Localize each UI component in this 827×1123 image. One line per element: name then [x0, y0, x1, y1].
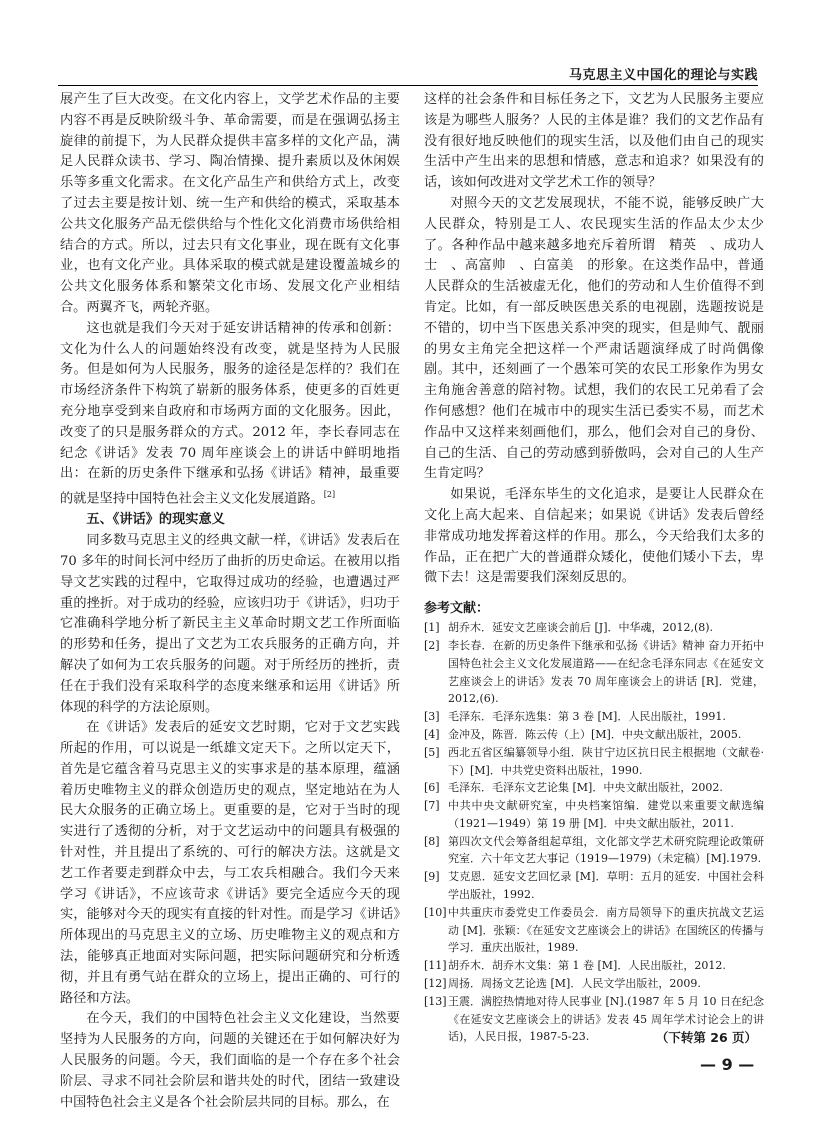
journal-section-title: 马克思主义中国化的理论与实践	[568, 68, 758, 83]
reference-text: 周扬．周扬文艺论选 [M]．人民文学出版社，2009.	[448, 977, 701, 991]
reference-list	[424, 619, 764, 1046]
paragraph: 在今天，我们的中国特色社会主义文化建设，当然要坚持为人民服务的方向，问题的关键还在于如何解决好为人民服务的问题。今天，我们面临的是一个存在多个社会阶层、寻求不同社会阶层和谐共处的时代，团结一致建设中国特色社会主义是各个社会阶层共同的目标。那么，在	[60, 1011, 400, 1110]
reference-item	[424, 868, 764, 904]
citation-marker: [2]	[323, 490, 336, 500]
reference-text: 王震．满腔热情地对待人民事业 [N].(1987 年 5 月 10 日在纪念《在延安文艺座谈会上的讲话》发表 45 周年学术讨论会上的讲话)，人民日报，1987-5-23.	[448, 994, 764, 1044]
paragraph: 同多数马克思主义的经典文献一样，《讲话》发表后在 70 多年的时间长河中经历了曲折的历史命运。在被用以指导文艺实践的过程中，它取得过成功的经验，也遭遇过严重的挫折。对于成功的经验，应该归功于《讲话》，归功于它准确科学地分析了新民主主义革命时期文艺工作所面临的形势和任务，提出了文艺为工农兵服务的正确方向，并解决了如何为工农兵服务的问题。对于所经历的挫折，责任在于我们没有采取科学的态度来继承和运用《讲话》所体现的科学的方法论原则。	[60, 533, 400, 715]
reference-text: 中共中央文献研究室，中央档案馆编．建党以来重要文献选编（1921—1949）第 19 册 [M]．中央文献出版社，2011.	[448, 799, 764, 830]
running-header	[58, 62, 758, 84]
reference-number: [8]	[424, 834, 440, 848]
reference-item	[424, 797, 764, 833]
reference-number: [7]	[424, 799, 440, 813]
reference-text: 金冲及，陈晋．陈云传（上）[M]．中央文献出版社，2005.	[448, 727, 742, 741]
reference-number: [13]	[424, 994, 447, 1008]
reference-item	[424, 637, 764, 708]
paragraph: 如果说，毛泽东毕生的文化追求，是要让人民群众在文化上高大起来、自信起来；如果说《讲话》发表后曾经非常成功地发挥着这样的作用。那么，今天给我们太多的作品，正在把广大的普通群众矮化，使他们矮小下去，卑微下去！这是需要我们深刻反思的。	[424, 487, 764, 586]
reference-item	[424, 708, 764, 726]
reference-number: [2]	[424, 638, 440, 652]
paragraph: 展产生了巨大改变。在文化内容上，文学艺术作品的主要内容不再是反映阶级斗争、革命需要，而是在强调弘扬主旋律的前提下，为人民群众提供丰富多样的文化产品，满足人民群众读书、学习、陶冶情操、提升素质以及休闲娱乐等多重文化需求。在文化产品生产和供给方式上，改变了过去主要是按计划、统一生产和供给的模式，采取基本公共文化服务产品无偿供给与个性化文化消费市场供给相结合的方式。所以，过去只有文化事业，现在既有文化事业，也有文化产业。具体采取的模式就是建设覆盖城乡的公共文化服务体系和繁荣文化市场、发展文化产业相结合。两翼齐飞，两轮齐驱。	[60, 92, 400, 315]
references-heading: 参考文献：	[424, 601, 490, 617]
reference-number: [9]	[424, 870, 440, 884]
reference-number: [1]	[424, 621, 440, 635]
reference-text: 胡乔木．延安文艺座谈会前后 [J]．中华魂，2012,(8).	[448, 621, 714, 635]
section-heading: 五、《讲话》的现实意义	[86, 512, 225, 528]
paragraph: 这样的社会条件和目标任务之下，文艺为人民服务主要应该是为哪些人服务？人民的主体是谁？我们的文艺作品有没有很好地反映他们的现实生活，以及他们由自己的现实生活中产生出来的思想和情感，意志和追求？如果没有的话，该如何改进对文学艺术工作的领导？	[424, 92, 764, 191]
reference-text: 李长春．在新的历史条件下继承和弘扬《讲话》精神 奋力开拓中国特色社会主义文化发展道路——在纪念毛泽东同志《在延安文艺座谈会上的讲话》发表 70 周年座谈会上的讲话 [R]．党建，2012,(6).	[448, 638, 764, 706]
right-column	[424, 90, 764, 1045]
reference-item	[424, 779, 764, 797]
reference-text: 胡乔木．胡乔木文集：第 1 卷 [M]．人民出版社，2012.	[448, 959, 726, 973]
reference-number: [10]	[424, 905, 447, 919]
paragraph	[60, 319, 400, 511]
reference-number: [6]	[424, 781, 440, 795]
paragraph: 对照今天的文艺发展现状，不能不说，能够反映广大人民群众，特别是工人、农民现实生活的作品太少太少了。各种作品中越来越多地充斥着所谓 精英 、成功人士 、高富帅 、白富美 的形象。在这类作品中，普通人民群众的生活被虚无化，他们的劳动和人生价值得不到肯定。比如，有一部反映医患关系的电视剧，选题按说是不错的，切中当下医患关系冲突的现实，但是帅气、靓丽的男女主角完全把这样一个严肃话题演绎成了时尚偶像剧。其中，还刻画了一个愚笨可笑的农民工形象作为男女主角施舍善意的陪衬物。试想，我们的农民工兄弟看了会作何感想？他们在城市中的现实生活已委实不易，而艺术作品中又这样来刻画他们，那么，他们会对自己的身份、自己的生活、自己的劳动感到骄傲吗，会对自己的人生产生肯定吗？	[424, 195, 764, 482]
reference-number: [12]	[424, 977, 447, 991]
reference-item	[424, 619, 764, 637]
left-column	[60, 90, 400, 1110]
reference-text: 中共重庆市委党史工作委员会．南方局领导下的重庆抗战文艺运动 [M]．张颖：《在延安文艺座谈会上的讲话》在国统区的传播与学习．重庆出版社，1989.	[448, 905, 764, 955]
page-number: — 9 —	[700, 1055, 755, 1074]
reference-item	[424, 726, 764, 744]
header-rule	[58, 85, 758, 86]
continued-note: （下转第 26 页）	[655, 1030, 757, 1045]
reference-number: [4]	[424, 727, 440, 741]
reference-number: [11]	[424, 959, 447, 973]
reference-number: [5]	[424, 745, 440, 759]
reference-item	[424, 957, 764, 975]
reference-item	[424, 744, 764, 780]
reference-number: [3]	[424, 710, 440, 724]
reference-text: 西北五省区编纂领导小组．陕甘宁边区抗日民主根据地（文献卷·下）[M]．中共党史资料出版社，1990.	[448, 745, 764, 777]
reference-item	[424, 833, 764, 869]
reference-text: 第四次文代会筹备组起草组，文化部文学艺术研究院理论政策研究室．六十年文艺大事记（1919—1979)（未定稿）[M].1979.	[448, 834, 764, 866]
reference-text: 毛泽东．毛泽东文艺论集 [M]．中央文献出版社，2002.	[448, 781, 723, 795]
reference-item	[424, 904, 764, 957]
reference-text: 艾克恩．延安文艺回忆录 [M]．草明：五月的延安．中国社会科学出版社，1992.	[448, 870, 764, 902]
paragraph-text: 这也就是我们今天对于延安讲话精神的传承和创新：文化为什么人的问题始终没有改变，就是坚持为人民服务。但是如何为人民服务，服务的途径是怎样的？我们在市场经济条件下构筑了崭新的服务体系，使更多的百姓更充分地享受到来自政府和市场两方面的文化服务。因此，改变了的只是服务群众的方式。2012 年，李长春同志在纪念《讲话》发表 70 周年座谈会上的讲话中鲜明地指出：在新的历史条件下继承和弘扬《讲话》精神，最重要的就是坚持中国特色社会主义文化发展道路。	[60, 320, 400, 507]
paragraph: 在《讲话》发表后的延安文艺时期，它对于文艺实践所起的作用，可以说是一纸雄文定天下。之所以定天下，首先是它蕴含着马克思主义的实事求是的基本原理，蕴涵着历史唯物主义的群众创造历史的观点，坚定地站在为人民大众服务的正确立场上。更重要的是，它对于当时的现实进行了透彻的分析，对于文艺运动中的问题具有极强的针对性，并且提出了系统的、可行的解决方法。这就是文艺工作者要走到群众中去，与工农兵相融合。我们今天来学习《讲话》，不应该苛求《讲话》要完全适应今天的现实，能够对今天的现实有直接的针对性。而是学习《讲话》所体现出的马克思主义的立场、历史唯物主义的观点和方法，能够真正地面对实际问题，把实际问题研究和分析透彻，并且有勇气站在群众的立场上，提出正确的、可行的路径和方法。	[60, 720, 400, 1006]
reference-text: 毛泽东．毛泽东选集：第 3 卷 [M]．人民出版社，1991.	[448, 710, 726, 724]
reference-item	[424, 975, 764, 993]
